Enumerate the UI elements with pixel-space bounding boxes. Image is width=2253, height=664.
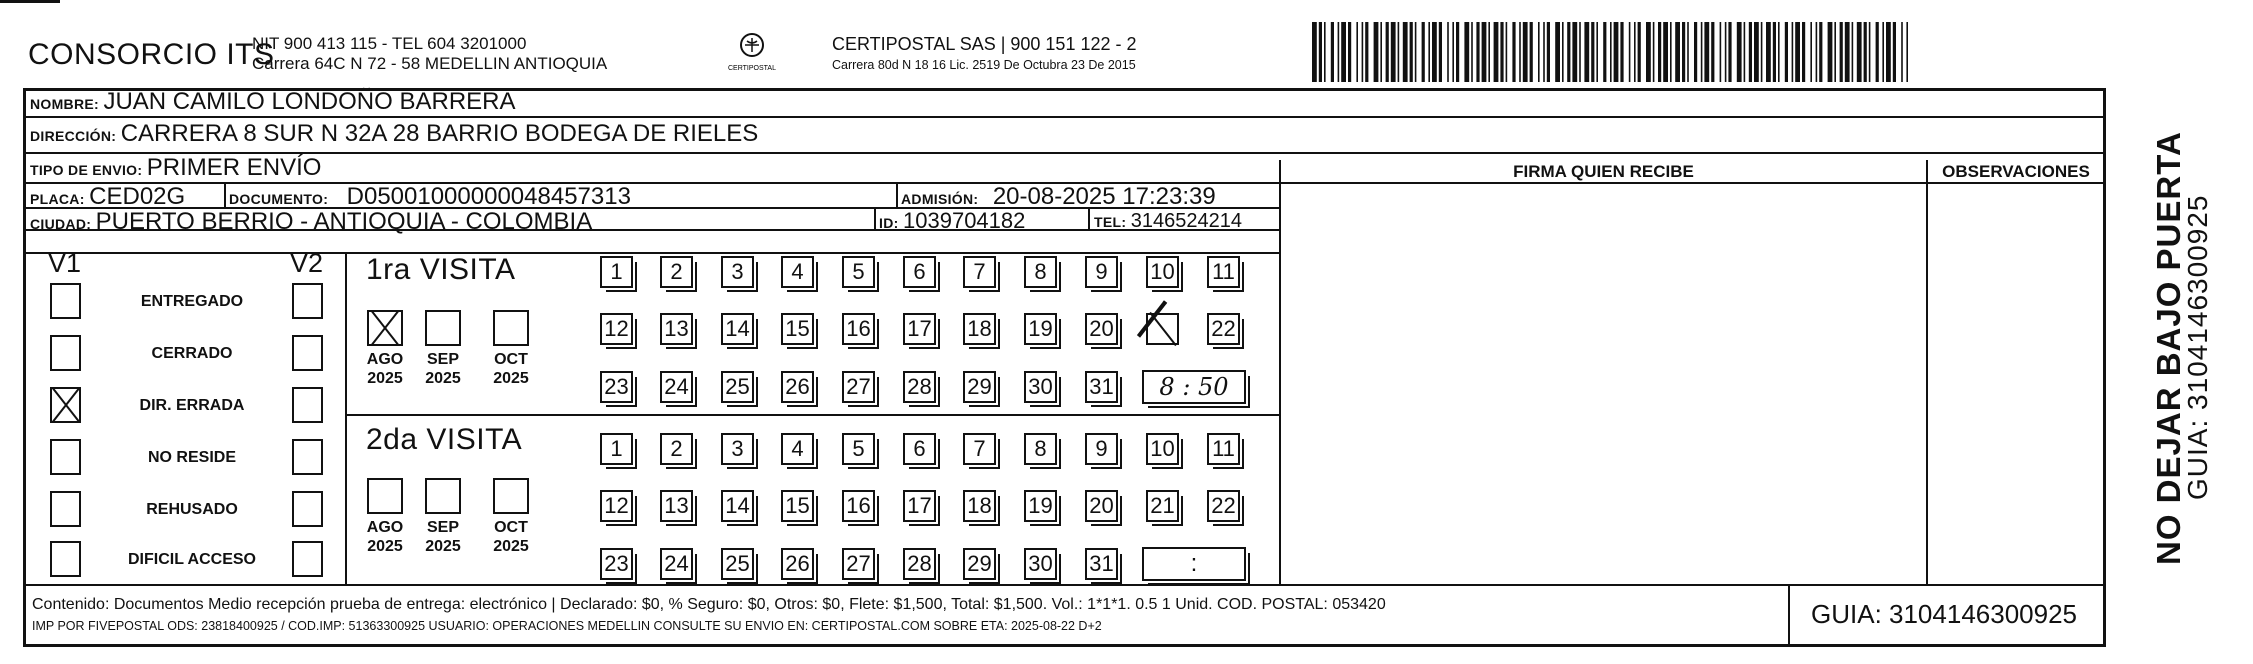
first-month-label: OCT 2025: [493, 351, 529, 387]
barcode-bar: [1415, 22, 1417, 82]
barcode-bar: [1567, 22, 1570, 82]
tel-field: [1094, 210, 1242, 233]
first-day-20[interactable]: 20: [1085, 313, 1118, 345]
barcode-bar: [1792, 22, 1794, 82]
first-day-21[interactable]: [1146, 313, 1179, 345]
nombre-value: JUAN CAMILO LONDOÑO BARRERA: [103, 88, 516, 115]
tipo-envio-row: [30, 154, 321, 182]
first-day-15[interactable]: 15: [781, 313, 814, 345]
first-day-23[interactable]: 23: [600, 371, 633, 403]
barcode-bar: [1603, 22, 1606, 82]
first-day-17[interactable]: 17: [903, 313, 936, 345]
admision-field: [901, 183, 1216, 211]
v2-checkbox-2[interactable]: [292, 387, 323, 423]
v1-checkbox-4[interactable]: [50, 491, 81, 527]
barcode-bar: [1653, 22, 1655, 82]
barcode-bar: [1687, 22, 1689, 82]
barcode-bar: [1386, 22, 1389, 82]
direccion-value: CARRERA 8 SUR N 32A 28 BARRIO BODEGA DE RIELES: [120, 120, 759, 147]
second-day-16[interactable]: 16: [842, 490, 875, 522]
reason-label: CERRADO: [151, 345, 233, 362]
second-day-4[interactable]: 4: [781, 433, 814, 465]
second-day-8[interactable]: 8: [1024, 433, 1057, 465]
first-day-25[interactable]: 25: [721, 371, 754, 403]
second-day-1[interactable]: 1: [600, 433, 633, 465]
placa-field: [30, 183, 185, 211]
second-day-13[interactable]: 13: [660, 490, 693, 522]
ciudad-field: [30, 208, 592, 236]
nit-line: NIT 900 413 115 - TEL 604 3201000: [252, 34, 527, 53]
reason-label: DIFICIL ACCESO: [127, 551, 256, 568]
v2-checkbox-1[interactable]: [292, 335, 323, 371]
second-day-25[interactable]: 25: [721, 548, 754, 580]
first-day-2[interactable]: 2: [660, 256, 693, 288]
second-month-label: SEP 2025: [425, 519, 461, 555]
barcode-bar: [1828, 22, 1833, 82]
v1-header: V1: [48, 248, 82, 278]
second-month-checkbox-0[interactable]: [367, 478, 403, 514]
guia-number: GUIA: 3104146300925: [1811, 598, 2077, 629]
barcode-bar: [1500, 22, 1503, 82]
barcode-bar: [1432, 22, 1437, 82]
admision-label: ADMISIÓN:: [901, 191, 979, 207]
first-day-14[interactable]: 14: [721, 313, 754, 345]
barcode-bar: [1494, 22, 1499, 82]
second-day-31[interactable]: 31: [1085, 548, 1118, 580]
first-day-27[interactable]: 27: [842, 371, 875, 403]
signature-area[interactable]: [1281, 184, 1926, 584]
first-day-9[interactable]: 9: [1085, 256, 1118, 288]
ciudad-label: CIUDAD:: [30, 216, 92, 232]
second-time-field[interactable]: :: [1142, 547, 1246, 581]
company-address: Carrera 64C N 72 - 58 MEDELLIN ANTIOQUIA: [252, 54, 608, 73]
v1-checkbox-5[interactable]: [50, 541, 81, 577]
barcode-bar: [1893, 22, 1896, 82]
barcode-bar: [1365, 22, 1368, 82]
barcode-bar: [1906, 22, 1908, 82]
barcode-bar: [1795, 22, 1800, 82]
v1-checkbox-2[interactable]: [50, 387, 81, 423]
v2-checkbox-4[interactable]: [292, 491, 323, 527]
barcode-bar: [1471, 22, 1473, 82]
rule: [345, 414, 1280, 416]
nombre-row: [30, 88, 516, 116]
documento-label: DOCUMENTO:: [229, 191, 329, 207]
barcode-bar: [1711, 22, 1714, 82]
barcode-bar: [1816, 22, 1818, 82]
second-day-21[interactable]: 21: [1146, 490, 1179, 522]
first-day-13[interactable]: 13: [660, 313, 693, 345]
barcode-bar: [1728, 22, 1731, 82]
rule: [26, 584, 2103, 586]
second-day-28[interactable]: 28: [903, 548, 936, 580]
documento-value: D05001000000048457313: [346, 183, 631, 210]
barcode-bar: [1785, 22, 1788, 82]
id-field: [879, 208, 1025, 234]
barcode-bar: [1876, 22, 1879, 82]
barcode-bar: [1675, 22, 1680, 82]
barcode-bar: [1778, 22, 1780, 82]
barcode-bar: [1744, 22, 1746, 82]
barcode-bar: [1319, 22, 1322, 82]
tipo-envio-value: PRIMER ENVÍO: [146, 154, 322, 181]
rule: [345, 252, 347, 585]
barcode-bar: [1439, 22, 1442, 82]
second-day-7[interactable]: 7: [963, 433, 996, 465]
barcode-bar: [1620, 22, 1623, 82]
company-info: [252, 34, 607, 74]
barcode-bar: [1456, 22, 1459, 82]
second-day-18[interactable]: 18: [963, 490, 996, 522]
no-dejar-warning: NO DEJAR BAJO PUERTA: [2150, 131, 2187, 565]
barcode: [1312, 22, 1912, 82]
barcode-bar: [1802, 22, 1805, 82]
first-day-7[interactable]: 7: [963, 256, 996, 288]
barcode-bar: [1646, 22, 1651, 82]
barcode-bar: [1403, 22, 1408, 82]
barcode-bar: [1845, 22, 1850, 82]
second-visit-title: 2da VISITA: [366, 423, 523, 456]
reason-label: ENTREGADO: [140, 293, 244, 310]
brand-name: CONSORCIO ITS: [28, 38, 275, 71]
barcode-bar: [1356, 22, 1358, 82]
barcode-bar: [1629, 22, 1631, 82]
barcode-bar: [1555, 22, 1560, 82]
second-day-23[interactable]: 23: [600, 548, 633, 580]
second-day-19[interactable]: 19: [1024, 490, 1057, 522]
second-day-17[interactable]: 17: [903, 490, 936, 522]
first-day-31[interactable]: 31: [1085, 371, 1118, 403]
first-day-1[interactable]: 1: [600, 256, 633, 288]
barcode-bar: [1348, 22, 1351, 82]
barcode-bar: [1725, 22, 1727, 82]
second-day-3[interactable]: 3: [721, 433, 754, 465]
barcode-bar: [1410, 22, 1413, 82]
first-day-29[interactable]: 29: [963, 371, 996, 403]
barcode-bar: [1523, 22, 1528, 82]
barcode-bar: [1869, 22, 1871, 82]
rule: [874, 207, 876, 230]
barcode-bar: [1428, 22, 1430, 82]
barcode-bar: [1341, 22, 1346, 82]
second-day-12[interactable]: 12: [600, 490, 633, 522]
first-day-3[interactable]: 3: [721, 256, 754, 288]
barcode-bar: [1834, 22, 1836, 82]
tel-value: 3146524214: [1130, 210, 1242, 232]
barcode-bar: [1452, 22, 1454, 82]
second-day-10[interactable]: 10: [1146, 433, 1179, 465]
first-visit-title: 1ra VISITA: [366, 253, 516, 286]
barcode-bar: [1754, 22, 1759, 82]
rule: [26, 252, 1280, 254]
barcode-bar: [1476, 22, 1479, 82]
first-month-label: AGO 2025: [366, 351, 404, 387]
barcode-bar: [1398, 22, 1400, 82]
id-label: ID:: [879, 215, 899, 231]
print-info-line: IMP POR FIVEPOSTAL ODS: 23818400925 / COD.IMP: 51363300925 USUARIO: OPERACIONES MEDELLIN CONSULTE SU ENVIO EN: CERTIPOSTAL.COM SOBRE ETA: 2025-08-22 D+2: [32, 619, 1102, 633]
first-day-19[interactable]: 19: [1024, 313, 1057, 345]
tipo-envio-label: TIPO DE ENVIO:: [30, 162, 143, 178]
barcode-bar: [1596, 22, 1598, 82]
certipostal-info: CERTIPOSTAL SAS | 900 151 122 - 2: [832, 34, 1137, 54]
first-day-5[interactable]: 5: [842, 256, 875, 288]
barcode-bar: [1519, 22, 1521, 82]
corner-mark: [0, 0, 60, 3]
barcode-bar: [1543, 22, 1545, 82]
second-day-27[interactable]: 27: [842, 548, 875, 580]
barcode-bar: [1324, 22, 1326, 82]
barcode-bar: [1901, 22, 1903, 82]
barcode-bar: [1530, 22, 1533, 82]
direccion-label: DIRECCIÓN:: [30, 128, 117, 144]
barcode-bar: [1864, 22, 1867, 82]
barcode-bar: [1638, 22, 1641, 82]
barcode-bar: [1512, 22, 1515, 82]
nombre-label: NOMBRE:: [30, 96, 99, 112]
barcode-bar: [1464, 22, 1469, 82]
first-day-6[interactable]: 6: [903, 256, 936, 288]
second-day-2[interactable]: 2: [660, 433, 693, 465]
barcode-bar: [1886, 22, 1891, 82]
second-day-20[interactable]: 20: [1085, 490, 1118, 522]
first-time-field[interactable]: 8 : 50: [1142, 370, 1246, 404]
barcode-bar: [1591, 22, 1594, 82]
second-day-14[interactable]: 14: [721, 490, 754, 522]
certipostal-license: Carrera 80d N 18 16 Lic. 2519 De Octubra 23 De 2015: [832, 58, 1136, 72]
documento-field: [229, 183, 631, 211]
rule: [896, 184, 898, 208]
contents-line: Contenido: Documentos Medio recepción prueba de entrega: electrónico | Declarado: $0, % Seguro: $0, Otros: $0, Flete: $1,500, Total: $1,500. Vol.: 1*1*1. 0.5 1 Unid. COD. POSTAL: 053420: [32, 596, 1386, 613]
second-day-11[interactable]: 11: [1207, 433, 1240, 465]
first-day-26[interactable]: 26: [781, 371, 814, 403]
observaciones-header: OBSERVACIONES: [1942, 162, 2090, 181]
second-day-26[interactable]: 26: [781, 548, 814, 580]
barcode-bar: [1810, 22, 1812, 82]
barcode-bar: [1749, 22, 1752, 82]
second-month-checkbox-2[interactable]: [493, 478, 529, 514]
id-value: 1039704182: [903, 208, 1026, 233]
reason-label: NO RESIDE: [147, 449, 236, 466]
barcode-bar: [1391, 22, 1396, 82]
observations-area[interactable]: [1928, 184, 2104, 584]
barcode-bar: [1488, 22, 1490, 82]
second-day-22[interactable]: 22: [1207, 490, 1240, 522]
barcode-bar: [1562, 22, 1564, 82]
barcode-bar: [1737, 22, 1742, 82]
rule: [224, 184, 226, 208]
first-day-11[interactable]: 11: [1207, 256, 1240, 288]
second-month-checkbox-1[interactable]: [425, 478, 461, 514]
firma-header: FIRMA QUIEN RECIBE: [1513, 162, 1694, 181]
first-month-checkbox-1[interactable]: [425, 310, 461, 346]
barcode-bar: [1663, 22, 1668, 82]
barcode-bar: [1882, 22, 1884, 82]
first-day-30[interactable]: 30: [1024, 371, 1057, 403]
v2-checkbox-5[interactable]: [292, 541, 323, 577]
second-day-6[interactable]: 6: [903, 433, 936, 465]
second-month-label: AGO 2025: [366, 519, 404, 555]
second-month-label: OCT 2025: [493, 519, 529, 555]
barcode-bar: [1362, 22, 1364, 82]
barcode-bar: [1312, 22, 1317, 82]
barcode-bar: [1331, 22, 1334, 82]
first-day-24[interactable]: 24: [660, 371, 693, 403]
barcode-bar: [1704, 22, 1709, 82]
barcode-bar: [1819, 22, 1822, 82]
direccion-row: [30, 120, 758, 148]
first-month-label: SEP 2025: [425, 351, 461, 387]
v1-checkbox-1[interactable]: [50, 335, 81, 371]
barcode-bar: [1380, 22, 1382, 82]
certipostal-logo: [728, 30, 776, 76]
v2-checkbox-0[interactable]: [292, 283, 323, 319]
ciudad-value: PUERTO BERRIO - ANTIOQUIA - COLOMBIA: [95, 208, 593, 235]
placa-value: CED02G: [89, 183, 186, 210]
barcode-bar: [1579, 22, 1581, 82]
admision-value: 20-08-2025 17:23:39: [992, 183, 1216, 210]
second-day-9[interactable]: 9: [1085, 433, 1118, 465]
first-month-checkbox-0[interactable]: [367, 310, 403, 346]
second-day-15[interactable]: 15: [781, 490, 814, 522]
barcode-bar: [1614, 22, 1619, 82]
barcode-bar: [1670, 22, 1672, 82]
first-day-4[interactable]: 4: [781, 256, 814, 288]
first-day-8[interactable]: 8: [1024, 256, 1057, 288]
second-day-30[interactable]: 30: [1024, 548, 1057, 580]
v1-checkbox-3[interactable]: [50, 439, 81, 475]
barcode-bar: [1658, 22, 1661, 82]
barcode-bar: [1840, 22, 1843, 82]
rule: [26, 152, 2103, 154]
first-day-22[interactable]: 22: [1207, 313, 1240, 345]
barcode-bar: [1694, 22, 1697, 82]
first-day-28[interactable]: 28: [903, 371, 936, 403]
second-day-5[interactable]: 5: [842, 433, 875, 465]
second-day-29[interactable]: 29: [963, 548, 996, 580]
barcode-bar: [1547, 22, 1550, 82]
barcode-bar: [1422, 22, 1425, 82]
barcode-bar: [1447, 22, 1449, 82]
first-month-checkbox-2[interactable]: [493, 310, 529, 346]
barcode-bar: [1857, 22, 1862, 82]
barcode-bar: [1766, 22, 1771, 82]
first-day-16[interactable]: 16: [842, 313, 875, 345]
barcode-bar: [1761, 22, 1763, 82]
barcode-bar: [1720, 22, 1722, 82]
barcode-bar: [1338, 22, 1340, 82]
second-day-24[interactable]: 24: [660, 548, 693, 580]
barcode-bar: [1634, 22, 1636, 82]
barcode-bar: [1584, 22, 1589, 82]
barcode-bar: [1701, 22, 1703, 82]
v2-checkbox-3[interactable]: [292, 439, 323, 475]
barcode-bar: [1610, 22, 1612, 82]
first-day-10[interactable]: 10: [1146, 256, 1179, 288]
rule: [26, 116, 2103, 118]
barcode-bar: [1572, 22, 1577, 82]
barcode-bar: [1773, 22, 1776, 82]
v1-checkbox-0[interactable]: [50, 283, 81, 319]
logo-text: CERTIPOSTAL: [728, 65, 776, 72]
barcode-bar: [1852, 22, 1854, 82]
barcode-bar: [1538, 22, 1540, 82]
v2-header: V2: [290, 248, 324, 278]
barcode-bar: [1682, 22, 1685, 82]
side-guia-number: GUIA: 3104146300925: [2182, 194, 2213, 500]
placa-label: PLACA:: [30, 191, 85, 207]
barcode-bar: [1482, 22, 1487, 82]
reason-label: REHUSADO: [146, 501, 238, 518]
barcode-bar: [1374, 22, 1379, 82]
first-day-18[interactable]: 18: [963, 313, 996, 345]
barcode-bar: [1506, 22, 1508, 82]
reason-label: DIR. ERRADA: [139, 397, 245, 414]
first-day-12[interactable]: 12: [600, 313, 633, 345]
tel-label: TEL:: [1094, 214, 1127, 230]
